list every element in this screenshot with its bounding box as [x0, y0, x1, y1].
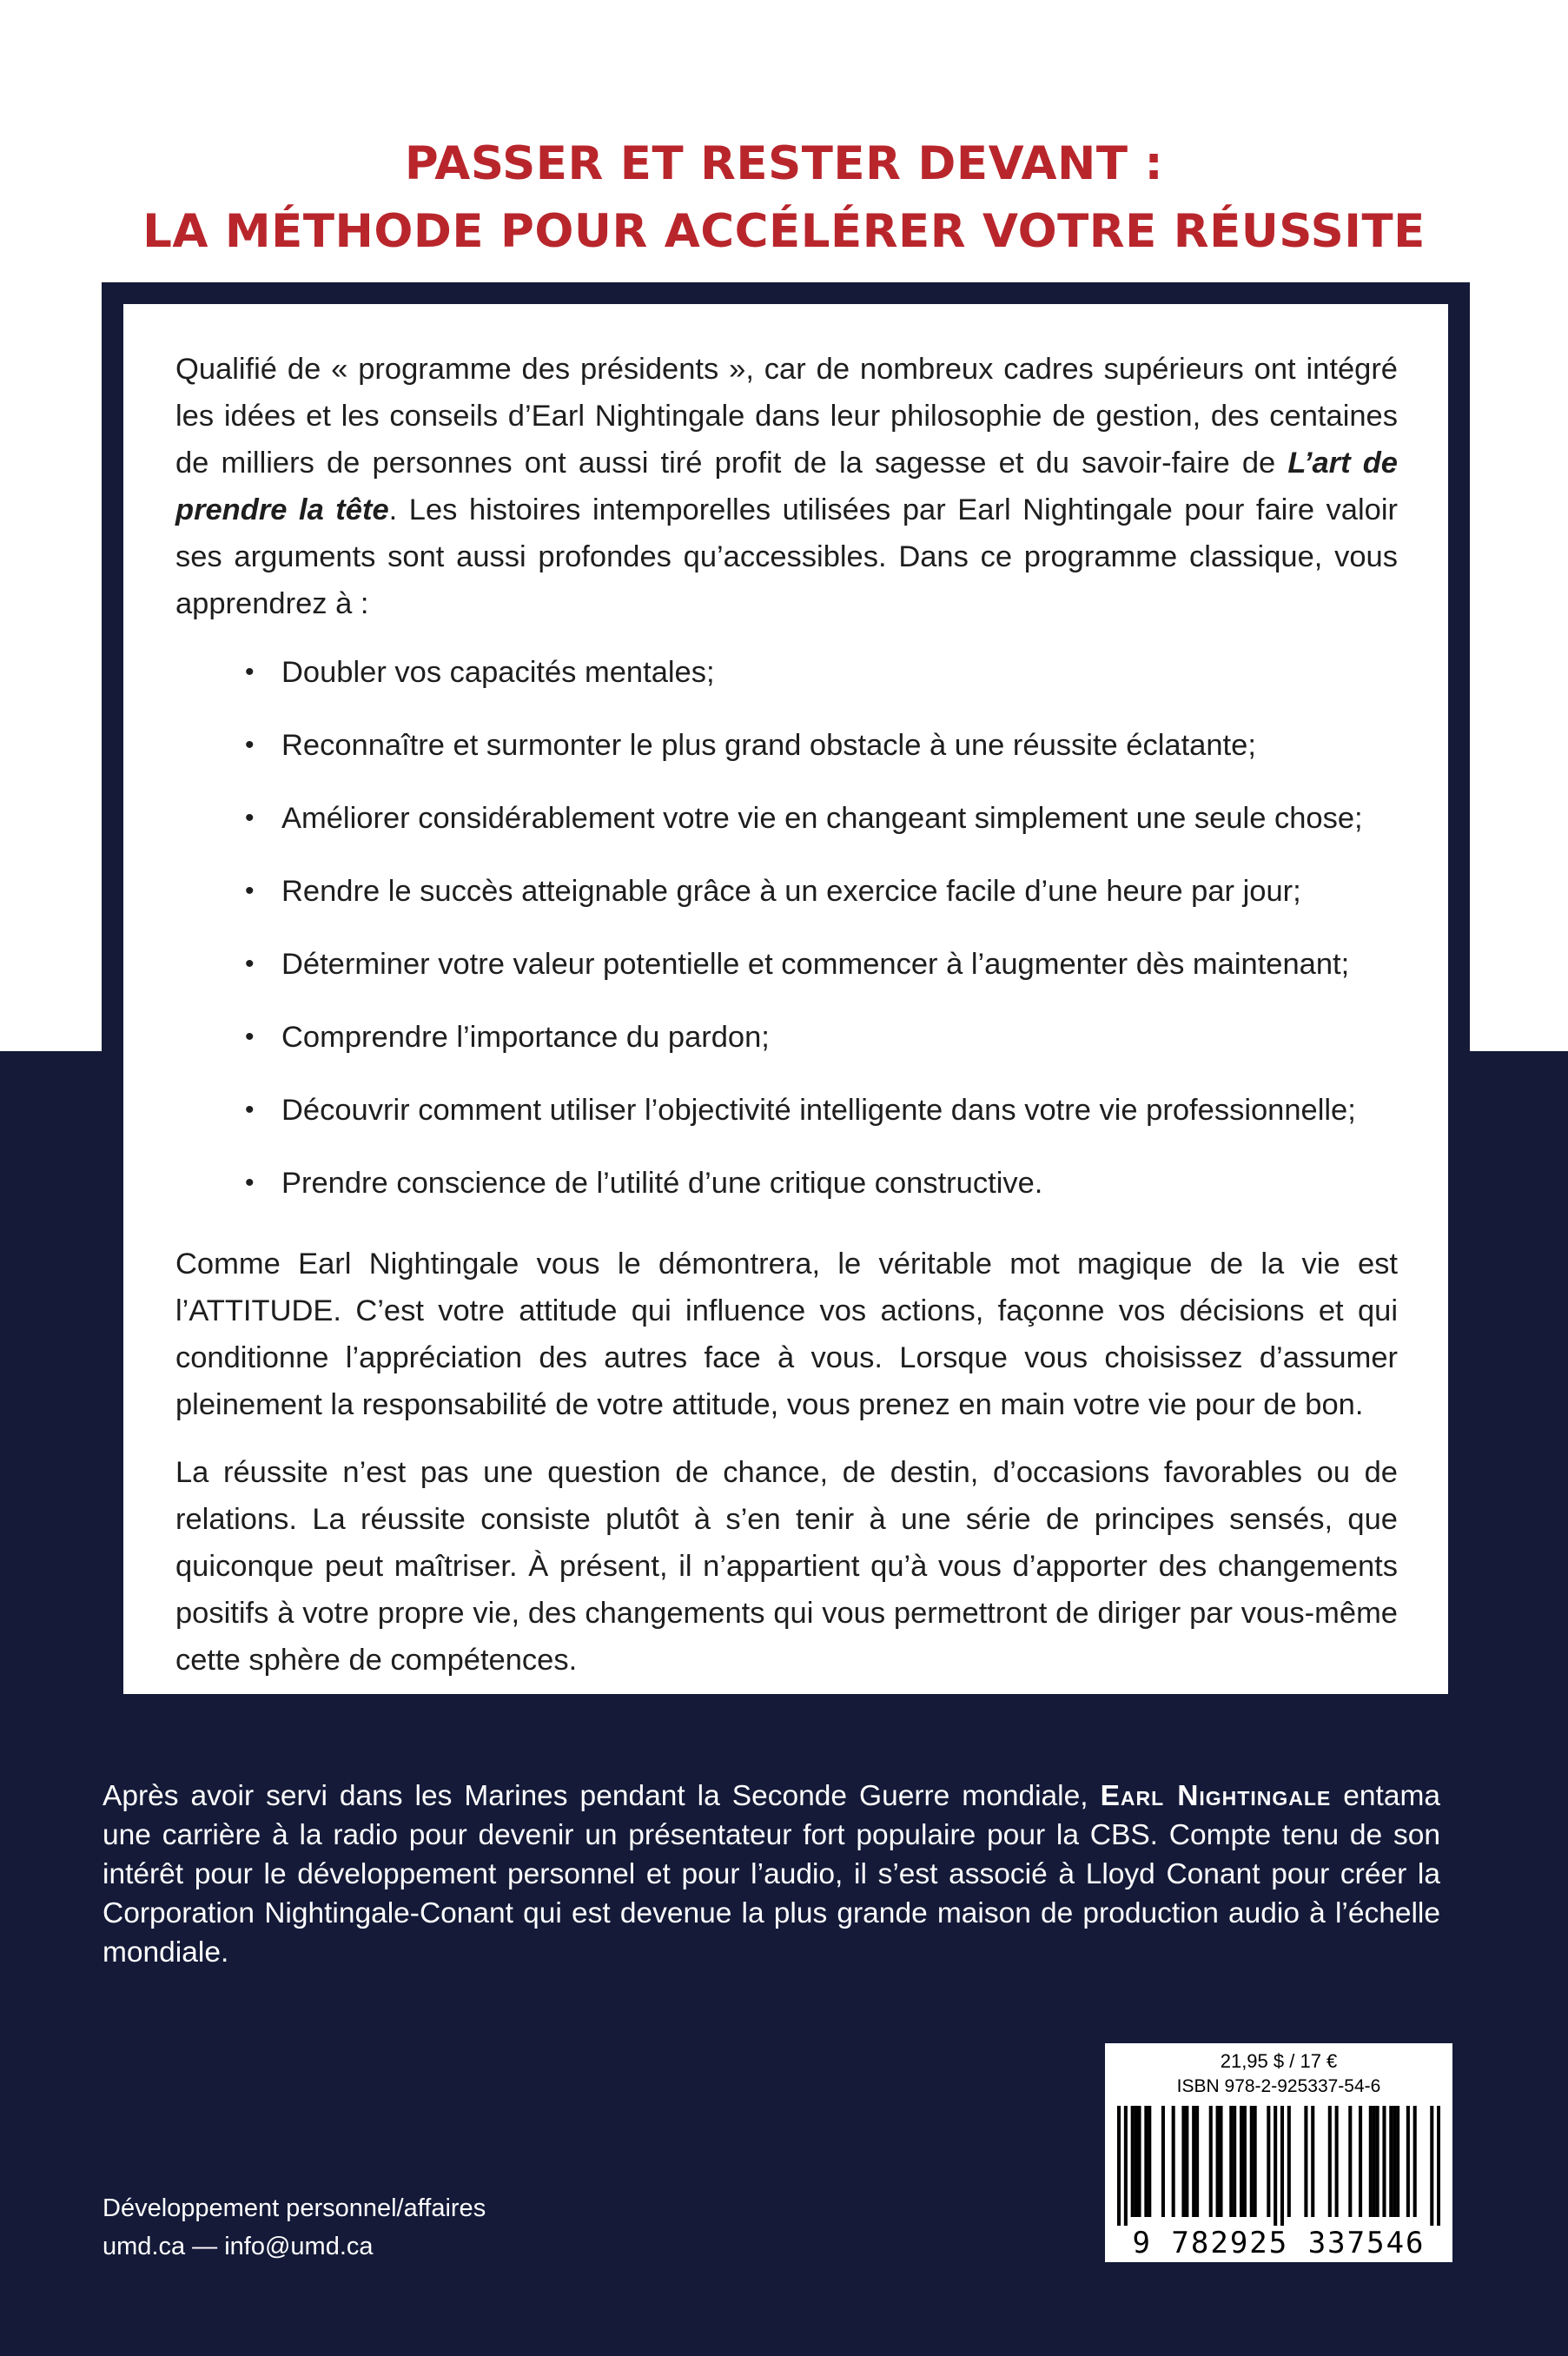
cover-title — [0, 130, 1568, 266]
barcode-bar — [1195, 2106, 1199, 2217]
barcode-bar — [1280, 2106, 1284, 2226]
barcode-bar — [1304, 2106, 1307, 2217]
barcode-bar — [1413, 2106, 1417, 2217]
list-item-text: Découvrir comment utiliser l’objectivité intelligente dans votre vie professionnelle; — [281, 1094, 1356, 1127]
intro-text-after: . Les histoires intemporelles utilisées par Earl Nightingale pour faire valoir ses arguments sont aussi profondes qu’accessibles. Dans ce programme classique, vous apprendrez à : — [175, 493, 1398, 620]
list-item — [175, 928, 1398, 1001]
barcode-bar — [1131, 2106, 1135, 2217]
bullet-icon: • — [245, 1168, 255, 1197]
barcode-bar — [1137, 2106, 1141, 2217]
attitude-paragraph: Comme Earl Nightingale vous le démontrera, le véritable mot magique de la vie est l’ATTITUDE. C’est votre attitude qui influence vos actions, façonne vos décisions et qui conditionne l’appréciation des autres face à vous. Lorsque vous choisissez d’assumer pleinement la responsabilité de votre attitude, vous prenez en main votre vie pour de bon. — [175, 1247, 1398, 1421]
bullet-icon: • — [245, 731, 255, 759]
bullet-icon: • — [245, 1022, 255, 1051]
footer — [103, 2189, 486, 2266]
intro-text-before: Qualifié de « programme des présidents », car de nombreux cadres supérieurs ont intégré les idées et les conseils d’Earl Nightingale dans leur philosophie de gestion, des centaines de milliers de personnes ont aussi tiré profit de la sagesse et du savoir-faire de — [175, 353, 1398, 480]
author-bio — [103, 1777, 1440, 1972]
list-item-text: Doubler vos capacités mentales; — [281, 656, 715, 689]
barcode-bar — [1148, 2106, 1151, 2217]
barcode-bar — [1287, 2106, 1291, 2217]
list-item — [175, 1147, 1398, 1220]
barcode-bar — [1216, 2106, 1220, 2217]
list-item-text: Déterminer votre valeur potentielle et commencer à l’augmenter dès maintenant; — [281, 948, 1350, 981]
list-item-text: Prendre conscience de l’utilité d’une critique constructive. — [281, 1167, 1043, 1200]
bullet-icon: • — [245, 804, 255, 832]
barcode-bar — [1229, 2106, 1233, 2217]
list-item — [175, 855, 1398, 928]
barcode-box — [1105, 2043, 1452, 2262]
barcode-bar — [1328, 2106, 1332, 2217]
barcode-bar — [1250, 2106, 1254, 2217]
title-line-1: PASSER ET RESTER DEVANT : — [404, 137, 1164, 190]
list-item-text: Améliorer considérablement votre vie en changeant simplement une seule chose; — [281, 802, 1363, 835]
barcode-bar — [1172, 2106, 1175, 2217]
barcode-bar — [1240, 2106, 1243, 2217]
barcode-bar — [1233, 2106, 1236, 2217]
barcode-bar — [1430, 2106, 1433, 2226]
bullet-icon: • — [245, 950, 255, 978]
price-label: 21,95 $ / 17 € — [1220, 2050, 1338, 2072]
barcode-bar — [1348, 2106, 1352, 2217]
intro-paragraph — [175, 346, 1398, 627]
barcode-bar — [1437, 2106, 1440, 2226]
barcode-bar — [1219, 2106, 1222, 2217]
barcode-bar — [1117, 2106, 1121, 2226]
barcode-bar — [1311, 2106, 1314, 2217]
barcode-bar — [1209, 2106, 1213, 2217]
barcode-bar — [1124, 2106, 1128, 2226]
list-item-text: Reconnaître et surmonter le plus grand obstacle à une réussite éclatante; — [281, 729, 1256, 762]
bullet-icon: • — [245, 1095, 255, 1124]
success-paragraph: La réussite n’est pas une question de chance, de destin, d’occasions favorables ou de relations. La réussite consiste plutôt à s’en tenir à une série de principes sensés, que quiconque peut maîtriser. À présent, il n’appartient qu’à vous d’apporter des changements positifs à votre propre vie, des changements qui vous permettront de diriger par vous-même cette sphère de compétences. — [175, 1456, 1398, 1677]
list-item — [175, 1001, 1398, 1074]
barcode-bar — [1144, 2106, 1148, 2217]
barcode-bar — [1161, 2106, 1165, 2217]
category-label: Développement personnel/affaires — [103, 2194, 486, 2222]
list-item-text: Rendre le succès atteignable grâce à un exercice facile d’une heure par jour; — [281, 875, 1301, 908]
isbn-label: ISBN 978-2-925337-54-6 — [1176, 2076, 1381, 2096]
barcode-bar — [1185, 2106, 1188, 2217]
barcode-bar — [1267, 2106, 1270, 2217]
barcode-bar — [1376, 2106, 1379, 2217]
barcode-bar — [1396, 2106, 1399, 2217]
list-item — [175, 636, 1398, 709]
barcode-bar — [1373, 2106, 1376, 2217]
barcode-bar — [1274, 2106, 1277, 2226]
description-card — [123, 304, 1448, 1694]
title-line-2: LA MÉTHODE POUR ACCÉLÉRER VOTRE RÉUSSITE — [142, 205, 1426, 258]
benefit-list — [175, 636, 1398, 1220]
bio-text-before: Après avoir servi dans les Marines pendant la Seconde Guerre mondiale, — [103, 1780, 1101, 1812]
list-item — [175, 709, 1398, 782]
author-name: Earl Nightingale — [1100, 1780, 1332, 1812]
barcode-bar — [1192, 2106, 1195, 2217]
bullet-icon: • — [245, 877, 255, 905]
barcode-bar — [1135, 2106, 1138, 2217]
barcode-bar — [1406, 2106, 1410, 2217]
barcode-bar — [1369, 2106, 1373, 2217]
bio-text-after: entama une carrière à la radio pour devenir un présentateur fort populaire pour la CBS. Compte tenu de son intérêt pour le développement personnel et pour l’audio, il s’est associé à Lloyd Conant pour créer la Corporation Nightingale-Conant qui est devenue la plus grande maison de production audio à l’échelle mondiale. — [103, 1780, 1440, 1969]
barcode-bar — [1254, 2106, 1257, 2217]
barcode-bar — [1335, 2106, 1339, 2217]
barcode-bar — [1389, 2106, 1393, 2217]
barcode-bar — [1181, 2106, 1185, 2217]
barcode-bar — [1243, 2106, 1247, 2217]
barcode-icon — [1117, 2106, 1440, 2226]
barcode-bar — [1359, 2106, 1362, 2217]
list-item-text: Comprendre l’importance du pardon; — [281, 1021, 770, 1054]
list-item — [175, 782, 1398, 855]
book-title: L’art de prendre la tête — [175, 447, 1398, 526]
list-item — [175, 1074, 1398, 1147]
bullet-icon: • — [245, 658, 255, 686]
publisher-contact: umd.ca — info@umd.ca — [103, 2233, 374, 2260]
barcode-bar — [1393, 2106, 1396, 2217]
barcode-bar — [1382, 2106, 1386, 2217]
barcode-digits: 9 782925 337546 — [1132, 2226, 1426, 2260]
